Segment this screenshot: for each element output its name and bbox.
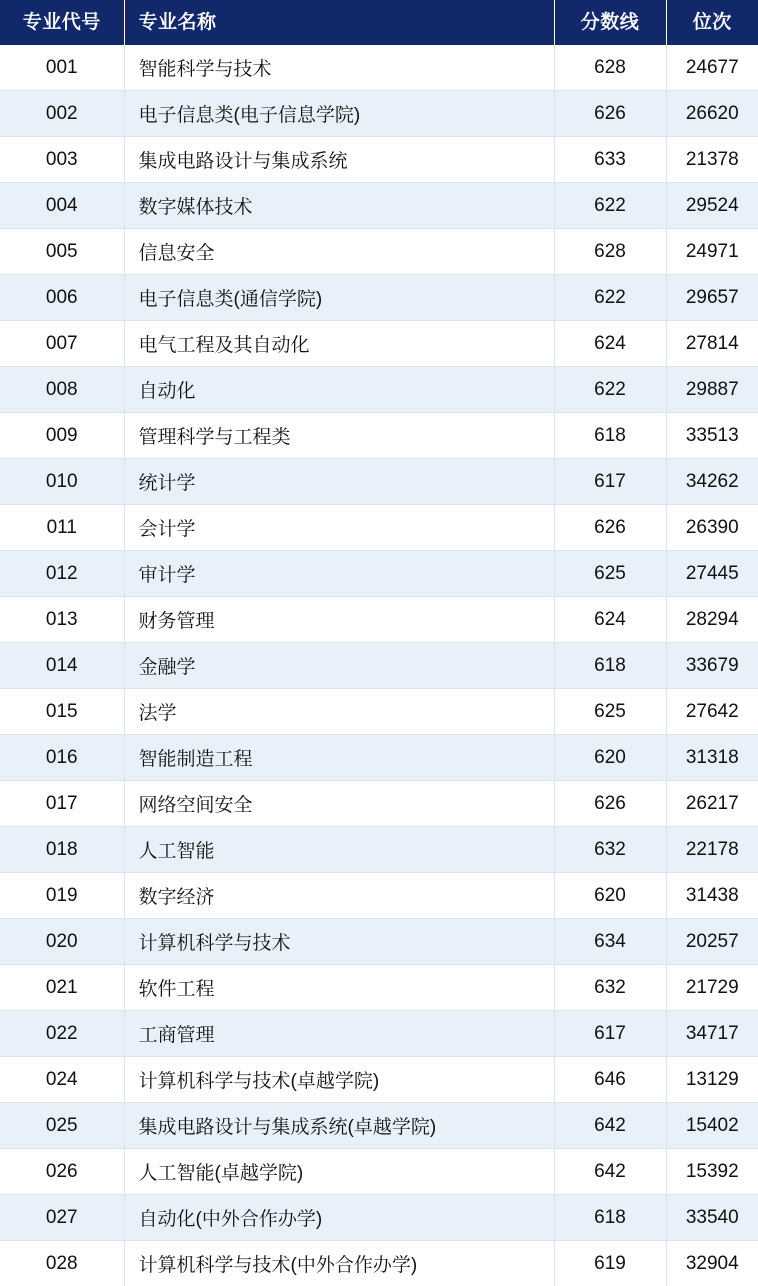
cell-major-name: 工商管理 bbox=[124, 1011, 554, 1057]
cell-major-code: 006 bbox=[0, 275, 124, 321]
cell-rank: 33513 bbox=[666, 413, 758, 459]
cell-major-code: 003 bbox=[0, 137, 124, 183]
cell-major-code: 018 bbox=[0, 827, 124, 873]
cell-major-name: 网络空间安全 bbox=[124, 781, 554, 827]
table-row bbox=[0, 505, 758, 551]
cell-rank: 31318 bbox=[666, 735, 758, 781]
cell-rank: 29887 bbox=[666, 367, 758, 413]
cell-rank: 34717 bbox=[666, 1011, 758, 1057]
cell-major-code: 015 bbox=[0, 689, 124, 735]
cell-rank: 24971 bbox=[666, 229, 758, 275]
cell-rank: 15392 bbox=[666, 1149, 758, 1195]
table-row bbox=[0, 965, 758, 1011]
cell-major-code: 008 bbox=[0, 367, 124, 413]
table-row bbox=[0, 781, 758, 827]
cell-score-line: 618 bbox=[554, 643, 666, 689]
cell-score-line: 628 bbox=[554, 229, 666, 275]
cell-rank: 21729 bbox=[666, 965, 758, 1011]
cell-score-line: 624 bbox=[554, 321, 666, 367]
table-row bbox=[0, 137, 758, 183]
cell-major-code: 005 bbox=[0, 229, 124, 275]
table-header bbox=[0, 0, 758, 45]
table-row bbox=[0, 91, 758, 137]
table-row bbox=[0, 919, 758, 965]
cell-rank: 33679 bbox=[666, 643, 758, 689]
cell-major-code: 028 bbox=[0, 1241, 124, 1286]
column-header-code: 专业代号 bbox=[0, 0, 124, 45]
cell-major-name: 财务管理 bbox=[124, 597, 554, 643]
cell-score-line: 626 bbox=[554, 781, 666, 827]
cell-major-code: 013 bbox=[0, 597, 124, 643]
cell-major-name: 人工智能(卓越学院) bbox=[124, 1149, 554, 1195]
table-row bbox=[0, 1011, 758, 1057]
cell-rank: 29657 bbox=[666, 275, 758, 321]
cell-major-code: 007 bbox=[0, 321, 124, 367]
cell-score-line: 618 bbox=[554, 413, 666, 459]
table-row bbox=[0, 597, 758, 643]
table-row bbox=[0, 459, 758, 505]
cell-score-line: 633 bbox=[554, 137, 666, 183]
cell-rank: 27642 bbox=[666, 689, 758, 735]
cell-score-line: 625 bbox=[554, 689, 666, 735]
cell-score-line: 632 bbox=[554, 965, 666, 1011]
cell-score-line: 622 bbox=[554, 275, 666, 321]
cell-major-name: 集成电路设计与集成系统(卓越学院) bbox=[124, 1103, 554, 1149]
cell-rank: 32904 bbox=[666, 1241, 758, 1286]
cell-major-code: 019 bbox=[0, 873, 124, 919]
cell-major-code: 002 bbox=[0, 91, 124, 137]
cell-score-line: 622 bbox=[554, 183, 666, 229]
table-row bbox=[0, 551, 758, 597]
cell-major-name: 智能科学与技术 bbox=[124, 45, 554, 91]
cell-major-code: 011 bbox=[0, 505, 124, 551]
cell-score-line: 620 bbox=[554, 873, 666, 919]
cell-score-line: 646 bbox=[554, 1057, 666, 1103]
cell-rank: 26620 bbox=[666, 91, 758, 137]
cell-rank: 21378 bbox=[666, 137, 758, 183]
table-row bbox=[0, 321, 758, 367]
cell-major-name: 会计学 bbox=[124, 505, 554, 551]
table-row bbox=[0, 735, 758, 781]
table-row bbox=[0, 689, 758, 735]
cell-major-code: 021 bbox=[0, 965, 124, 1011]
table-row bbox=[0, 1149, 758, 1195]
table-row bbox=[0, 1241, 758, 1286]
cell-major-name: 金融学 bbox=[124, 643, 554, 689]
cell-major-name: 人工智能 bbox=[124, 827, 554, 873]
cell-major-name: 自动化 bbox=[124, 367, 554, 413]
cell-major-name: 统计学 bbox=[124, 459, 554, 505]
cell-major-code: 014 bbox=[0, 643, 124, 689]
cell-major-code: 001 bbox=[0, 45, 124, 91]
column-header-score: 分数线 bbox=[554, 0, 666, 45]
cell-rank: 13129 bbox=[666, 1057, 758, 1103]
cell-rank: 27445 bbox=[666, 551, 758, 597]
table-row bbox=[0, 229, 758, 275]
cell-major-name: 审计学 bbox=[124, 551, 554, 597]
cell-rank: 20257 bbox=[666, 919, 758, 965]
cell-rank: 29524 bbox=[666, 183, 758, 229]
cell-major-name: 法学 bbox=[124, 689, 554, 735]
cell-rank: 22178 bbox=[666, 827, 758, 873]
cell-major-code: 016 bbox=[0, 735, 124, 781]
table-row bbox=[0, 873, 758, 919]
cell-major-name: 计算机科学与技术(卓越学院) bbox=[124, 1057, 554, 1103]
table-row bbox=[0, 413, 758, 459]
cell-rank: 34262 bbox=[666, 459, 758, 505]
cell-major-name: 电气工程及其自动化 bbox=[124, 321, 554, 367]
cell-score-line: 617 bbox=[554, 1011, 666, 1057]
cell-major-code: 017 bbox=[0, 781, 124, 827]
cell-major-name: 数字媒体技术 bbox=[124, 183, 554, 229]
table-row bbox=[0, 1103, 758, 1149]
table-header-row bbox=[0, 0, 758, 45]
cell-rank: 26390 bbox=[666, 505, 758, 551]
cell-major-code: 024 bbox=[0, 1057, 124, 1103]
cell-major-name: 管理科学与工程类 bbox=[124, 413, 554, 459]
cell-major-code: 004 bbox=[0, 183, 124, 229]
cell-major-name: 软件工程 bbox=[124, 965, 554, 1011]
cell-major-name: 自动化(中外合作办学) bbox=[124, 1195, 554, 1241]
cell-major-name: 电子信息类(电子信息学院) bbox=[124, 91, 554, 137]
table-row bbox=[0, 367, 758, 413]
cell-score-line: 625 bbox=[554, 551, 666, 597]
cell-score-line: 622 bbox=[554, 367, 666, 413]
cell-score-line: 634 bbox=[554, 919, 666, 965]
cell-major-code: 012 bbox=[0, 551, 124, 597]
cell-score-line: 642 bbox=[554, 1103, 666, 1149]
cell-rank: 33540 bbox=[666, 1195, 758, 1241]
cell-rank: 24677 bbox=[666, 45, 758, 91]
cell-rank: 27814 bbox=[666, 321, 758, 367]
cell-major-name: 智能制造工程 bbox=[124, 735, 554, 781]
cell-major-code: 022 bbox=[0, 1011, 124, 1057]
table-row bbox=[0, 1057, 758, 1103]
cell-score-line: 619 bbox=[554, 1241, 666, 1286]
cell-major-code: 009 bbox=[0, 413, 124, 459]
cell-rank: 28294 bbox=[666, 597, 758, 643]
cell-rank: 26217 bbox=[666, 781, 758, 827]
table-row bbox=[0, 45, 758, 91]
column-header-rank: 位次 bbox=[666, 0, 758, 45]
table-row bbox=[0, 643, 758, 689]
cell-major-code: 020 bbox=[0, 919, 124, 965]
column-header-name: 专业名称 bbox=[124, 0, 554, 45]
cell-major-code: 026 bbox=[0, 1149, 124, 1195]
cell-score-line: 626 bbox=[554, 91, 666, 137]
cell-rank: 31438 bbox=[666, 873, 758, 919]
cell-major-code: 027 bbox=[0, 1195, 124, 1241]
cell-major-name: 电子信息类(通信学院) bbox=[124, 275, 554, 321]
cell-major-name: 计算机科学与技术(中外合作办学) bbox=[124, 1241, 554, 1286]
table-body bbox=[0, 45, 758, 1286]
cell-score-line: 632 bbox=[554, 827, 666, 873]
table-row bbox=[0, 183, 758, 229]
cell-score-line: 618 bbox=[554, 1195, 666, 1241]
cell-rank: 15402 bbox=[666, 1103, 758, 1149]
cell-score-line: 642 bbox=[554, 1149, 666, 1195]
cell-major-name: 信息安全 bbox=[124, 229, 554, 275]
cell-major-name: 数字经济 bbox=[124, 873, 554, 919]
cell-major-code: 025 bbox=[0, 1103, 124, 1149]
table-row bbox=[0, 1195, 758, 1241]
cell-major-name: 集成电路设计与集成系统 bbox=[124, 137, 554, 183]
cell-score-line: 624 bbox=[554, 597, 666, 643]
cell-score-line: 620 bbox=[554, 735, 666, 781]
cell-score-line: 628 bbox=[554, 45, 666, 91]
cell-major-code: 010 bbox=[0, 459, 124, 505]
table-row bbox=[0, 275, 758, 321]
cell-major-name: 计算机科学与技术 bbox=[124, 919, 554, 965]
cell-score-line: 626 bbox=[554, 505, 666, 551]
cell-score-line: 617 bbox=[554, 459, 666, 505]
table-row bbox=[0, 827, 758, 873]
